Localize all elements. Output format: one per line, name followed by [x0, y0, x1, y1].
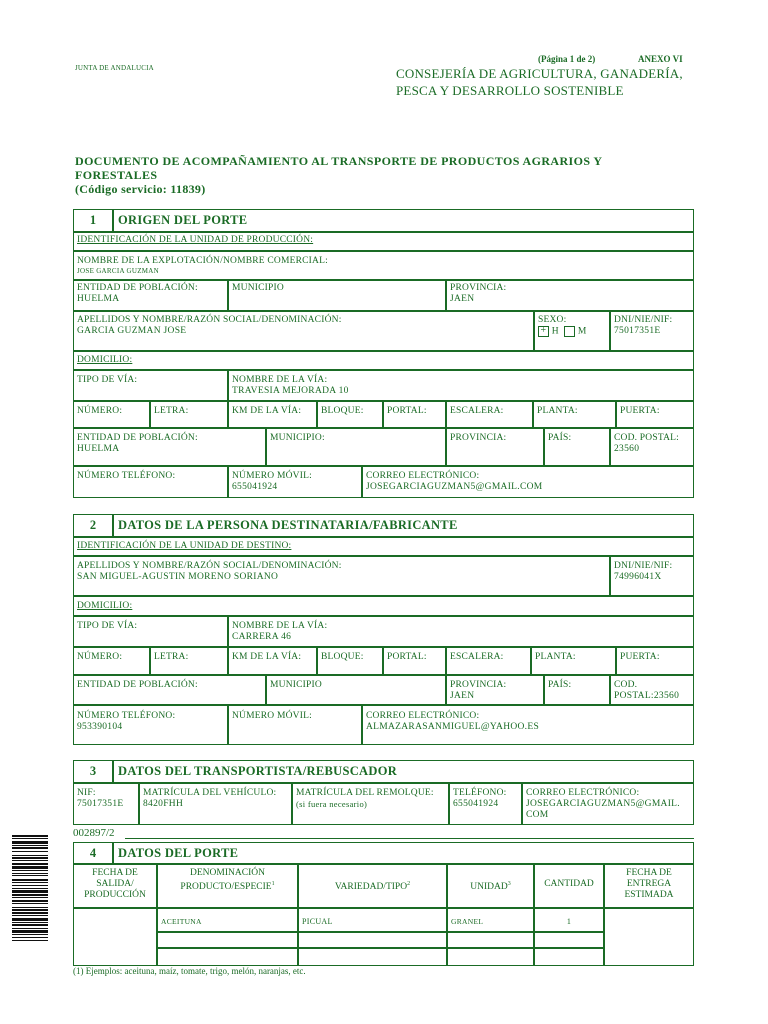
s1-apellidos[interactable]: APELLIDOS Y NOMBRE/RAZÓN SOCIAL/DENOMINACIÓN: GARCIA GUZMAN JOSE: [73, 311, 534, 351]
s2-numero[interactable]: NÚMERO:: [73, 647, 150, 675]
s2-portal[interactable]: PORTAL:: [383, 647, 446, 675]
row2-producto[interactable]: [157, 932, 298, 948]
s2-telefono[interactable]: NÚMERO TELÉFONO: 953390104: [73, 705, 228, 745]
section-3-title: DATOS DEL TRANSPORTISTA/REBUSCADOR: [113, 760, 694, 783]
document-title-line1: DOCUMENTO DE ACOMPAÑAMIENTO AL TRANSPORTE DE PRODUCTOS AGRARIOS Y: [75, 154, 603, 168]
s1-planta[interactable]: PLANTA:: [533, 401, 616, 428]
s1-tipo-via[interactable]: TIPO DE VÍA:: [73, 370, 228, 401]
s2-km[interactable]: KM DE LA VÍA:: [228, 647, 317, 675]
cell-fecha-salida[interactable]: [73, 908, 157, 966]
section-3-number: 3: [73, 760, 113, 783]
s2-bloque[interactable]: BLOQUE:: [317, 647, 383, 675]
s1-numero[interactable]: NÚMERO:: [73, 401, 150, 428]
s1-explotacion[interactable]: NOMBRE DE LA EXPLOTACIÓN/NOMBRE COMERCIAL: JOSE GARCIA GUZMAN: [73, 251, 694, 280]
s1-km[interactable]: KM DE LA VÍA:: [228, 401, 317, 428]
section-4-title: DATOS DEL PORTE: [113, 842, 694, 864]
s1-pais[interactable]: PAÍS:: [544, 428, 610, 466]
row3-unidad[interactable]: [447, 948, 534, 966]
row1-producto[interactable]: ACEITUNA: [157, 908, 298, 932]
barcode-number-line: [125, 838, 694, 839]
sexo-m-checkbox[interactable]: [564, 326, 575, 337]
barcode-number: 002897/2: [73, 827, 115, 839]
col-header-variedad: VARIEDAD/TIPO$^2$: [298, 864, 447, 908]
col-header-producto: DENOMINACIÓN PRODUCTO/ESPECIE$^1$: [157, 864, 298, 908]
s1-municipio2[interactable]: MUNICIPIO:: [266, 428, 446, 466]
s1-portal[interactable]: PORTAL:: [383, 401, 446, 428]
s1-municipio[interactable]: MUNICIPIO: [228, 280, 446, 311]
s1-escalera[interactable]: ESCALERA:: [446, 401, 533, 428]
section-4-number: 4: [73, 842, 113, 864]
section-1-title: ORIGEN DEL PORTE: [113, 209, 694, 232]
s2-provincia[interactable]: PROVINCIA: JAEN: [446, 675, 544, 705]
col-header-fecha-salida: FECHA DE SALIDA/ PRODUCCIÓN: [73, 864, 157, 908]
sexo-m-label: M: [577, 326, 587, 337]
s2-pais[interactable]: PAÍS:: [544, 675, 610, 705]
s2-tipo-via[interactable]: TIPO DE VÍA:: [73, 616, 228, 647]
section-2-title: DATOS DE LA PERSONA DESTINATARIA/FABRICANTE: [113, 514, 694, 537]
annex-label: ANEXO VI: [638, 54, 683, 64]
ministry-line1: CONSEJERÍA DE AGRICULTURA, GANADERÍA,: [396, 66, 683, 81]
s1-nombre-via[interactable]: NOMBRE DE LA VÍA: TRAVESIA MEJORADA 10: [228, 370, 694, 401]
sexo-h-checkbox[interactable]: +: [538, 326, 549, 337]
section-2-number: 2: [73, 514, 113, 537]
s1-puerta[interactable]: PUERTA:: [616, 401, 694, 428]
s1-telefono[interactable]: NÚMERO TELÉFONO:: [73, 466, 228, 498]
s1-movil[interactable]: NÚMERO MÓVIL: 655041924: [228, 466, 362, 498]
row2-cantidad[interactable]: [534, 932, 604, 948]
row1-cantidad[interactable]: 1: [534, 908, 604, 932]
s1-provincia2[interactable]: PROVINCIA:: [446, 428, 544, 466]
s3-email[interactable]: CORREO ELECTRÓNICO: JOSEGARCIAGUZMAN5@GMAIL. COM: [522, 783, 694, 825]
barcode: [12, 835, 48, 1015]
s1-entidad2[interactable]: ENTIDAD DE POBLACIÓN: HUELMA: [73, 428, 266, 466]
s1-provincia[interactable]: PROVINCIA: JAEN: [446, 280, 694, 311]
s2-email[interactable]: CORREO ELECTRÓNICO: ALMAZARASANMIGUEL@YAHOO.ES: [362, 705, 694, 745]
s1-domicilio-row: DOMICILIO:: [73, 351, 694, 370]
s2-cod-postal[interactable]: COD. POSTAL:23560: [610, 675, 694, 705]
s3-remolque[interactable]: MATRÍCULA DEL REMOLQUE: (si fuera necesario): [292, 783, 449, 825]
ministry-line2: PESCA Y DESARROLLO SOSTENIBLE: [396, 83, 624, 98]
row2-unidad[interactable]: [447, 932, 534, 948]
s2-letra[interactable]: LETRA:: [150, 647, 228, 675]
row3-variedad[interactable]: [298, 948, 447, 966]
cell-fecha-entrega[interactable]: [604, 908, 694, 966]
s3-matricula[interactable]: MATRÍCULA DEL VEHÍCULO: 8420FHH: [139, 783, 292, 825]
row2-variedad[interactable]: [298, 932, 447, 948]
s1-ident-row: IDENTIFICACIÓN DE LA UNIDAD DE PRODUCCIÓN:: [73, 232, 694, 251]
s3-telefono[interactable]: TELÉFONO: 655041924: [449, 783, 522, 825]
s2-domicilio-row: DOMICILIO:: [73, 596, 694, 616]
section-1-number: 1: [73, 209, 113, 232]
s1-bloque[interactable]: BLOQUE:: [317, 401, 383, 428]
col-header-cantidad: CANTIDAD: [534, 864, 604, 908]
s2-movil[interactable]: NÚMERO MÓVIL:: [228, 705, 362, 745]
s2-municipio[interactable]: MUNICIPIO: [266, 675, 446, 705]
s1-letra[interactable]: LETRA:: [150, 401, 228, 428]
row1-unidad[interactable]: GRANEL: [447, 908, 534, 932]
s1-entidad[interactable]: ENTIDAD DE POBLACIÓN: HUELMA: [73, 280, 228, 311]
logo-text: JUNTA DE ANDALUCIA: [75, 64, 154, 72]
s2-nombre-via[interactable]: NOMBRE DE LA VÍA: CARRERA 46: [228, 616, 694, 647]
s1-sexo[interactable]: SEXO: + H M: [534, 311, 610, 351]
s1-cod-postal[interactable]: COD. POSTAL: 23560: [610, 428, 694, 466]
document-title-line2: FORESTALES: [75, 168, 158, 182]
sexo-h-label: H: [551, 326, 559, 337]
s2-puerta[interactable]: PUERTA:: [616, 647, 694, 675]
col-header-unidad: UNIDAD$^3$: [447, 864, 534, 908]
s2-planta[interactable]: PLANTA:: [531, 647, 616, 675]
page-indicator: (Página 1 de 2): [538, 54, 596, 64]
service-code: (Código servicio: 11839): [75, 182, 206, 196]
s1-email[interactable]: CORREO ELECTRÓNICO: JOSEGARCIAGUZMAN5@GMAIL.COM: [362, 466, 694, 498]
s1-dni[interactable]: DNI/NIE/NIF: 75017351E: [610, 311, 694, 351]
s2-ident-row: IDENTIFICACIÓN DE LA UNIDAD DE DESTINO:: [73, 537, 694, 556]
s3-nif[interactable]: NIF: 75017351E: [73, 783, 139, 825]
s2-entidad[interactable]: ENTIDAD DE POBLACIÓN:: [73, 675, 266, 705]
footnote: (1) Ejemplos: aceituna, maíz, tomate, trigo, melón, naranjas, etc.: [73, 966, 306, 976]
s2-dni[interactable]: DNI/NIE/NIF: 74996041X: [610, 556, 694, 596]
col-header-fecha-entrega: FECHA DE ENTREGA ESTIMADA: [604, 864, 694, 908]
row3-cantidad[interactable]: [534, 948, 604, 966]
row3-producto[interactable]: [157, 948, 298, 966]
s2-apellidos[interactable]: APELLIDOS Y NOMBRE/RAZÓN SOCIAL/DENOMINACIÓN: SAN MIGUEL-AGUSTIN MORENO SORIANO: [73, 556, 610, 596]
row1-variedad[interactable]: PICUAL: [298, 908, 447, 932]
s2-escalera[interactable]: ESCALERA:: [446, 647, 531, 675]
